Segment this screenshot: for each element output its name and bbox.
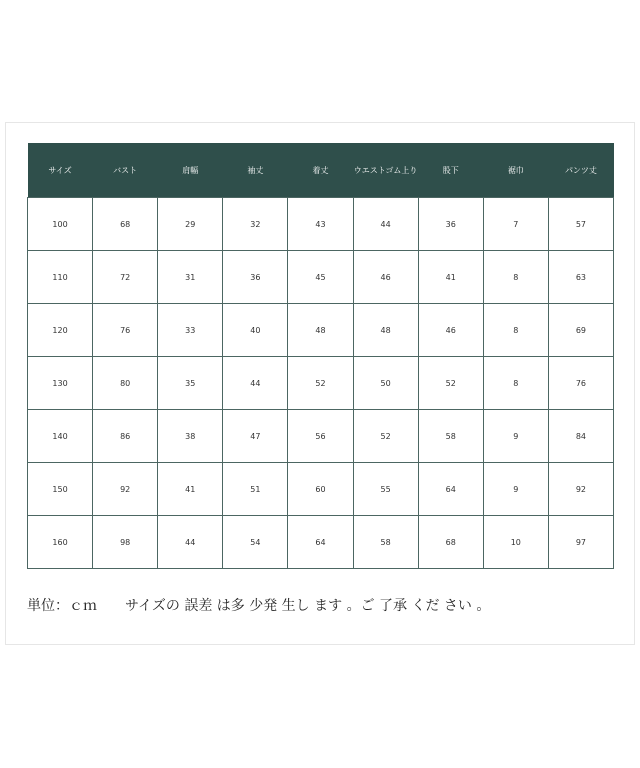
table-cell: 64 xyxy=(418,463,483,516)
table-cell: 36 xyxy=(223,251,288,304)
table-cell: 33 xyxy=(158,304,223,357)
table-cell: 120 xyxy=(28,304,93,357)
table-cell: 41 xyxy=(158,463,223,516)
table-cell: 57 xyxy=(548,198,613,251)
table-cell: 58 xyxy=(418,410,483,463)
table-cell: 76 xyxy=(548,357,613,410)
table-cell: 46 xyxy=(353,251,418,304)
table-cell: 160 xyxy=(28,516,93,569)
table-cell: 60 xyxy=(288,463,353,516)
table-cell: 44 xyxy=(353,198,418,251)
table-cell: 52 xyxy=(418,357,483,410)
table-cell: 46 xyxy=(418,304,483,357)
table-body xyxy=(28,198,614,569)
table-cell: 140 xyxy=(28,410,93,463)
table-cell: 68 xyxy=(418,516,483,569)
header-length: 着丈 xyxy=(288,143,353,198)
table-cell: 43 xyxy=(288,198,353,251)
header-waist: ウエストゴム上り xyxy=(353,143,418,198)
size-table xyxy=(27,143,614,569)
table-cell: 98 xyxy=(93,516,158,569)
table-cell: 84 xyxy=(548,410,613,463)
table-cell: 92 xyxy=(93,463,158,516)
table-cell: 92 xyxy=(548,463,613,516)
unit-note: 単位：ｃｍ サイズの 誤差 は多 少発 生し ます 。ご 了承 くだ さい 。 xyxy=(27,598,491,614)
table-cell: 41 xyxy=(418,251,483,304)
table-cell: 52 xyxy=(353,410,418,463)
table-cell: 64 xyxy=(288,516,353,569)
header-sleeve: 袖丈 xyxy=(223,143,288,198)
table-cell: 130 xyxy=(28,357,93,410)
table-cell: 52 xyxy=(288,357,353,410)
table-cell: 110 xyxy=(28,251,93,304)
table-cell: 35 xyxy=(158,357,223,410)
table-cell: 9 xyxy=(483,410,548,463)
table-cell: 40 xyxy=(223,304,288,357)
table-cell: 50 xyxy=(353,357,418,410)
table-row xyxy=(28,304,614,357)
table-row xyxy=(28,198,614,251)
table-header xyxy=(28,143,614,198)
table-cell: 31 xyxy=(158,251,223,304)
table-cell: 10 xyxy=(483,516,548,569)
table-cell: 8 xyxy=(483,357,548,410)
table-cell: 32 xyxy=(223,198,288,251)
table-cell: 29 xyxy=(158,198,223,251)
table-cell: 38 xyxy=(158,410,223,463)
table-cell: 44 xyxy=(223,357,288,410)
table-cell: 44 xyxy=(158,516,223,569)
table-cell: 97 xyxy=(548,516,613,569)
table-cell: 76 xyxy=(93,304,158,357)
table-cell: 68 xyxy=(93,198,158,251)
table-cell: 63 xyxy=(548,251,613,304)
table-row xyxy=(28,516,614,569)
table-cell: 48 xyxy=(288,304,353,357)
table-cell: 36 xyxy=(418,198,483,251)
table-cell: 55 xyxy=(353,463,418,516)
table-cell: 51 xyxy=(223,463,288,516)
table-row xyxy=(28,357,614,410)
header-pants-length: パンツ丈 xyxy=(548,143,613,198)
table-cell: 100 xyxy=(28,198,93,251)
table-row xyxy=(28,410,614,463)
header-bust: バスト xyxy=(93,143,158,198)
table-cell: 86 xyxy=(93,410,158,463)
table-row xyxy=(28,251,614,304)
table-cell: 47 xyxy=(223,410,288,463)
table-cell: 58 xyxy=(353,516,418,569)
table-cell: 72 xyxy=(93,251,158,304)
table-cell: 9 xyxy=(483,463,548,516)
header-shoulder: 肩幅 xyxy=(158,143,223,198)
table-cell: 8 xyxy=(483,251,548,304)
header-row xyxy=(28,143,614,198)
table-cell: 7 xyxy=(483,198,548,251)
table-cell: 150 xyxy=(28,463,93,516)
table-cell: 8 xyxy=(483,304,548,357)
header-hem-width: 裾巾 xyxy=(483,143,548,198)
table-cell: 56 xyxy=(288,410,353,463)
header-size: サイズ xyxy=(28,143,93,198)
header-inseam: 股下 xyxy=(418,143,483,198)
table-row xyxy=(28,463,614,516)
table-cell: 48 xyxy=(353,304,418,357)
table-cell: 54 xyxy=(223,516,288,569)
table-cell: 45 xyxy=(288,251,353,304)
table-cell: 80 xyxy=(93,357,158,410)
table-cell: 69 xyxy=(548,304,613,357)
